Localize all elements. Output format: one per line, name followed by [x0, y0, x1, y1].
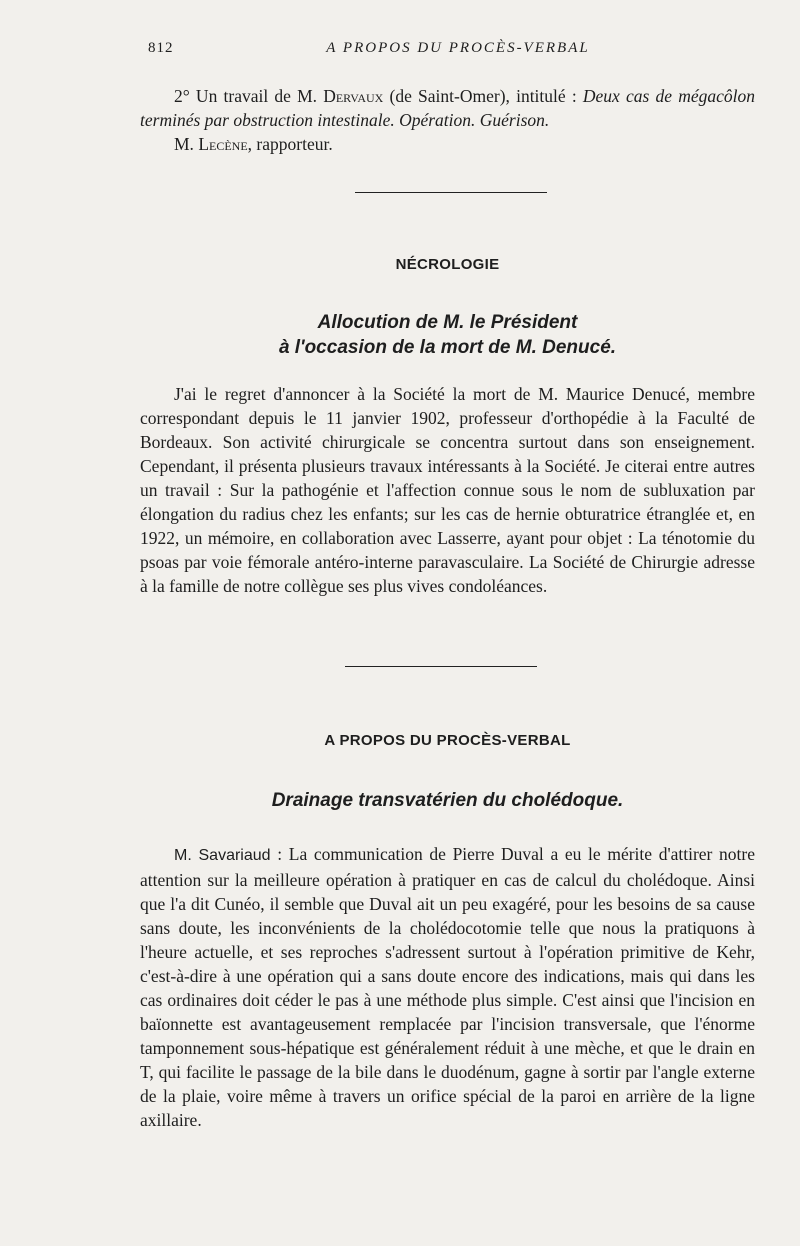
necrologie-paragraph: J'ai le regret d'annoncer à la Société la mort de M. Maurice Denucé, membre correspondant depuis le 11 janvier 1902, professeur d'orthopédie à la Faculté de Bordeaux. Son activité chirurgicale se concentra surtout dans son enseignement. Cependant, il présenta plusieurs travaux intéressants à la Société. Je citerai entre autres un travail : Sur la pathogénie et l'affection connue sous le nom de subluxation par élongation du radius chez les enfants; sur les cas de hernie obturatrice étranglée et, en 1922, un mémoire, en collaboration avec Lasserre, ayant pour objet : La ténotomie du psoas par voie fémorale antéro-interne paravasculaire. La Société de Chirurgie adresse à la famille de notre collègue ses plus vives condoléances.	[140, 384, 755, 596]
reporter-name: Lecène	[198, 134, 248, 154]
proces-verbal-subtitle: Drainage transvatérien du cholédoque.	[271, 790, 624, 811]
speaker-name: M. Savariaud	[174, 847, 271, 864]
necrologie-body	[140, 382, 755, 598]
necrologie-subtitle	[140, 310, 755, 360]
reporter-suffix: , rapporteur.	[247, 134, 333, 154]
item-prefix: 2° Un travail de M.	[174, 86, 324, 106]
reporter-prefix: M.	[174, 134, 199, 154]
work-title: Deux cas de mégacôlon terminés par obstruction intestinale. Opération. Guérison.	[140, 86, 755, 130]
subtitle-line-2: à l'occasion de la mort de M. Denucé.	[278, 337, 617, 358]
author-suffix: (de Saint-Omer), intitulé :	[383, 86, 583, 106]
author-name: Dervaux	[323, 86, 384, 106]
subtitle-line-1: Allocution de M. le Président	[317, 312, 578, 333]
divider-1	[355, 192, 547, 193]
page-number: 812	[148, 40, 174, 56]
proces-verbal-heading: A PROPOS DU PROCÈS-VERBAL	[324, 732, 571, 749]
running-title: A PROPOS DU PROCÈS-VERBAL	[326, 40, 590, 56]
proces-verbal-body	[140, 842, 755, 1132]
necrologie-heading: NÉCROLOGIE	[395, 256, 500, 273]
intro-paragraph	[140, 84, 755, 156]
divider-2	[345, 666, 537, 667]
proces-verbal-paragraph: : La communication de Pierre Duval a eu le mérite d'attirer notre attention sur la meilleure opération à pratiquer en cas de calcul du cholédoque. Ainsi que l'a dit Cunéo, il semble que Duval ait un peu exagéré, pour les besoins de sa cause sans doute, les inconvénients de la cholédocotomie telle que nous la pratiquons à l'heure actuelle, et ses reproches s'adressent surtout à l'opération primitive de Kehr, c'est-à-dire à une opération qui a sans doute encore des indications, mais qui dans les cas ordinaires doit céder le pas à une méthode plus simple. C'est ainsi que l'incision en baïonnette est avantageusement remplacée par l'incision transversale, que l'énorme tamponnement sous-hépatique est généralement réduit à une mèche, et que le drain en T, qui facilite le passage de la bile dans le duodénum, gagne à sortir par l'angle externe de la plaie, voire même à travers un orifice spécial de la paroi en arrière de la ligne axillaire.	[140, 844, 756, 1130]
